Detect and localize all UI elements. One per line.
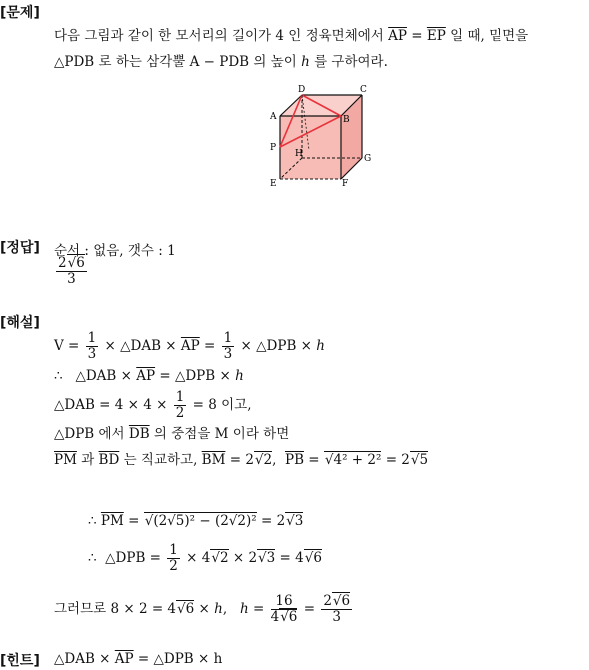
solution-line-8: 그러므로 8 × 2 = 4√6 × h, h = $\frac{16}{4√6}$ = $\frac{2√6}{3}$ [54,593,351,625]
label-P: P [270,143,277,153]
answer-meta: 순서 : 없음, 갯수 : 1 [54,243,176,259]
label-F: F [342,179,349,189]
label-G: G [364,154,372,164]
solution-line-1: V = $\frac{1}{3}$ × △DAB × $\overline{AP}$ = $\frac{1}{3}$ × △DPB × h [54,330,325,362]
section-hint: [힌트] [0,653,40,669]
hint-line: △DAB × $\overline{AP}$ = △DPB × h [54,651,223,667]
label-D: D [298,85,306,95]
section-problem: [문제] [0,5,40,21]
solution-line-3: △DAB = 4 × 4 × $\frac{1}{2}$ = 8 이고, [54,389,252,421]
solution-line-2: ∴ △DAB × $\overline{AP}$ = △DPB × h [54,368,244,384]
answer-value: $\frac{2√6}{3}$ [58,255,85,287]
label-C: C [360,85,367,95]
solution-line-5: $\overline{PM}$ 과 $\overline{BD}$ 는 직교하고, $\overline{BM} = 2√2$, $\overline{PB} = √4^2 + 2^2 = 2√5$ [54,452,429,468]
problem-line-1: 다음 그림과 같이 한 모서리의 길이가 4 인 정육면체에서 $\overline{AP} = \overline{EP}$ 일 때, 밑면을 [54,28,529,44]
label-E: E [270,179,277,189]
label-H: H [295,149,303,159]
section-solution: [해설] [0,315,40,331]
label-B: B [343,115,350,125]
solution-line-7: ∴ △DPB = $\frac{1}{2}$ × 4√2 × 2√3 = 4√6 [88,542,322,574]
label-A: A [270,112,277,122]
problem-line-2: △PDB 로 하는 삼각뿔 A − PDB 의 높이 h 를 구하여라. [54,54,388,70]
solution-line-6: ∴ $\overline{PM} = √(2√5)^2 - (2√2)^2 = 2√3$ [88,513,304,529]
solution-line-4: △DPB 에서 $\overline{DB}$ 의 중점을 M 이라 하면 [54,426,290,442]
section-answer: [정답] [0,240,40,256]
cube-figure [265,82,385,192]
